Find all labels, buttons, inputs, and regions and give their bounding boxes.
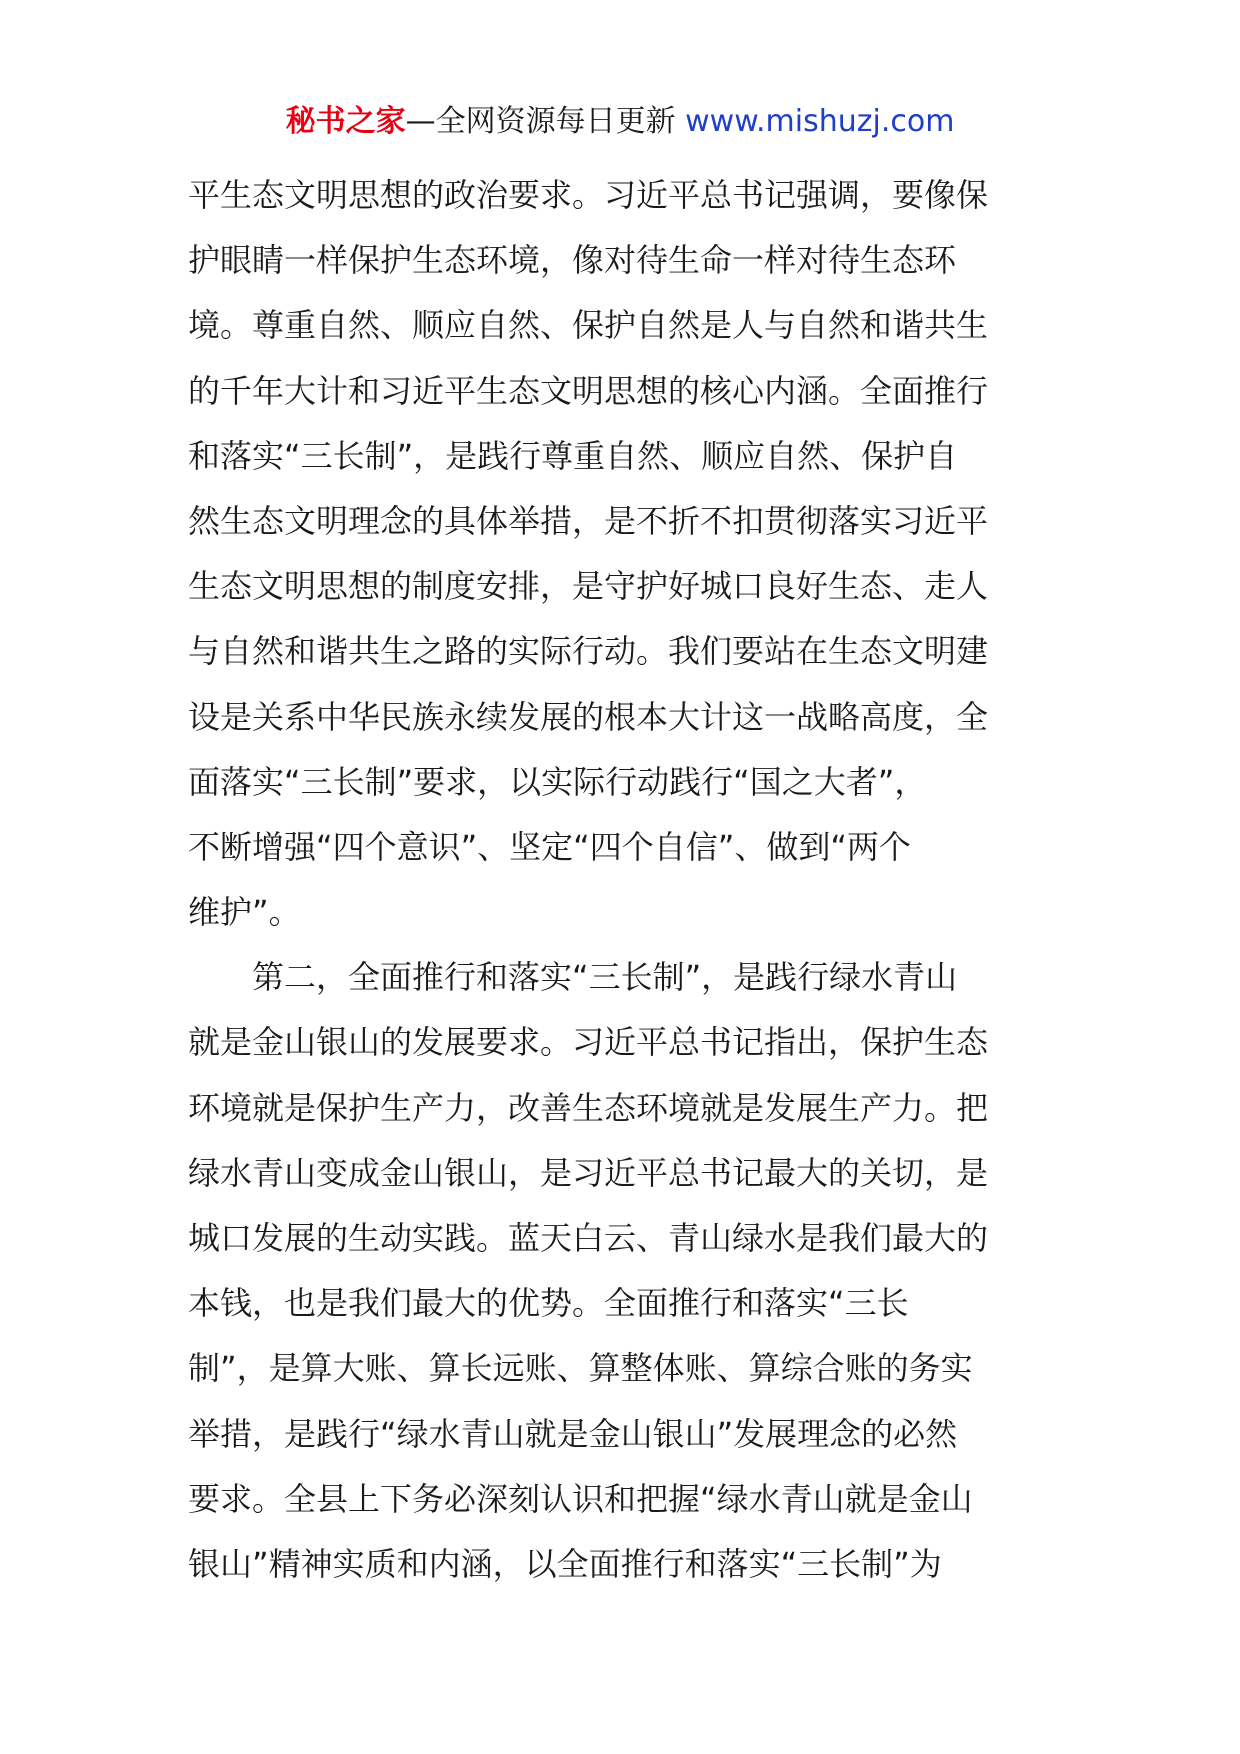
text-line: 护眼睛一样保护生态环境，像对待生命一样对待生态环 — [188, 241, 957, 280]
text-line: 环境就是保护生产力，改善生态环境就是发展生产力。把 — [188, 1088, 989, 1127]
text-line: 生态文明思想的制度安排，是守护好城口良好生态、走人 — [188, 567, 989, 606]
text-line: 本钱，也是我们最大的优势。全面推行和落实“三长 — [188, 1284, 909, 1323]
paragraph-start-line: 第二，全面推行和落实“三长制”，是践行绿水青山 — [188, 958, 958, 997]
page-header — [0, 100, 1240, 144]
brand-name: 秘书之家 — [285, 104, 406, 139]
text-line: 与自然和谐共生之路的实际行动。我们要站在生态文明建 — [188, 632, 989, 671]
text-line: 举措，是践行“绿水青山就是金山银山”发展理念的必然 — [188, 1414, 958, 1453]
text-line: 境。尊重自然、顺应自然、保护自然是人与自然和谐共生 — [188, 306, 989, 345]
text-line: 面落实“三长制”要求，以实际行动践行“国之大者”， — [188, 762, 927, 801]
text-line: 就是金山银山的发展要求。习近平总书记指出，保护生态 — [188, 1023, 989, 1062]
text-line: 设是关系中华民族永续发展的根本大计这一战略高度，全 — [188, 697, 989, 736]
text-line: 然生态文明理念的具体举措，是不折不扣贯彻落实习近平 — [188, 501, 989, 540]
text-line: 制”，是算大账、算长远账、算整体账、算综合账的务实 — [188, 1349, 973, 1388]
text-line: 平生态文明思想的政治要求。习近平总书记强调，要像保 — [188, 176, 989, 214]
website-url[interactable]: www.mishuzj.com — [685, 104, 955, 139]
text-line: 城口发展的生动实践。蓝天白云、青山绿水是我们最大的 — [188, 1219, 989, 1257]
text-line: 的千年大计和习近平生态文明思想的核心内涵。全面推行 — [188, 371, 989, 410]
header-tagline: —全网资源每日更新 — [405, 104, 676, 139]
text-line: 绿水青山变成金山银山，是习近平总书记最大的关切，是 — [188, 1153, 989, 1192]
text-line: 维护”。 — [188, 893, 301, 932]
document-body — [188, 163, 1058, 1597]
text-line: 银山”精神实质和内涵，以全面推行和落实“三长制”为 — [188, 1544, 942, 1583]
text-line: 不断增强“四个意识”、坚定“四个自信”、做到“两个 — [188, 827, 911, 866]
text-line: 和落实“三长制”，是践行尊重自然、顺应自然、保护自 — [188, 436, 958, 475]
text-line: 要求。全县上下务必深刻认识和把握“绿水青山就是金山 — [188, 1479, 973, 1518]
